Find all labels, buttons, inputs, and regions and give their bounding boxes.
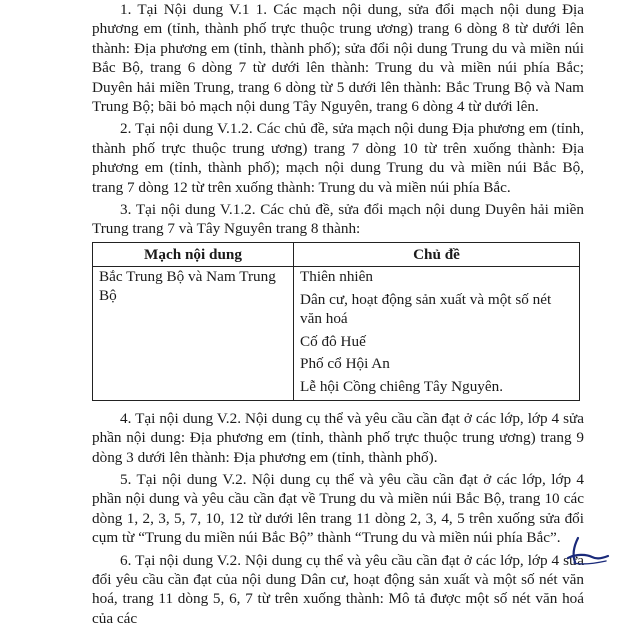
topic-item: Lễ hội Cồng chiêng Tây Nguyên. [300, 378, 504, 396]
paragraph-6: 6. Tại nội dung V.2. Nội dung cụ thể và yêu cầu cần đạt ở các lớp, lớp 4 sửa đổi yêu cầu cần đạt của nội dung Dân cư, hoạt động sản xuất và một số nét văn hoá, trang 11 dòng 5, 6, 7 từ trên xuống thành: Mô tả được một số nét văn hoá của các [92, 551, 584, 627]
initial-signature-mark [562, 532, 612, 568]
paragraph-3: 3. Tại nội dung V.1.2. Các chủ đề, sửa đổi mạch nội dung Duyên hải miền Trung trang 7 và Tây Nguyên trang 8 thành: [92, 201, 584, 238]
table-header-row [93, 242, 580, 266]
header-content: Mạch nội dung [93, 242, 294, 266]
header-topic: Chủ đề [294, 242, 580, 266]
table-row [93, 266, 580, 400]
document-page [92, 0, 584, 628]
paragraph-4: 4. Tại nội dung V.2. Nội dung cụ thể và yêu cầu cần đạt ở các lớp, lớp 4 sửa phần nội dung: Địa phương em (tỉnh, thành phố trực thuộc trung ương) trang 9 dòng 3 dưới lên thành: Địa phương em (tỉnh, thành phố). [92, 409, 584, 466]
topic-item: Dân cư, hoạt động sản xuất và một số nét văn hoá [300, 290, 552, 327]
topic-item: Cố đô Huế [300, 332, 366, 350]
cell-content: Bắc Trung Bộ và Nam Trung Bộ [93, 266, 294, 400]
paragraph-2: 2. Tại nội dung V.1.2. Các chủ đề, sửa mạch nội dung Địa phương em (tỉnh, thành phố trực thuộc trung ương) trang 7 dòng 10 từ trên xuống thành: Địa phương em (tỉnh, thành phố); mạch nội dung Trung du và miền núi Bắc Bộ, trang 7 dòng 12 từ trên xuống thành: Trung du và miền núi phía Bắc. [92, 120, 584, 196]
cell-topics [294, 266, 580, 400]
topic-item: Phố cổ Hội An [300, 355, 390, 373]
paragraph-1: 1. Tại Nội dung V.1 1. Các mạch nội dung, sửa đổi mạch nội dung Địa phương em (tỉnh, thành phố trực thuộc trung ương) trang 6 dòng 8 từ dưới lên thành: Địa phương em (tỉnh, thành phố); sửa đổi nội dung Trung du và miền núi Bắc Bộ, trang 6 dòng 7 từ dưới lên thành: Trung du và miền núi phía Bắc; Duyên hải miền Trung, trang 6 dòng từ 5 dưới lên thành: Bắc Trung Bộ và Nam Trung Bộ; bãi bỏ mạch nội dung Tây Nguyên, trang 6 dòng 4 từ dưới lên. [92, 1, 584, 116]
paragraph-5: 5. Tại nội dung V.2. Nội dung cụ thể và yêu cầu cần đạt ở các lớp, lớp 4 phần nội dung và yêu cầu cần đạt về Trung du và miền núi Bắc Bộ, trang 10 các dòng 1, 2, 3, 5, 7, 10, 12 từ dưới lên trang 11 dòng 2, 3, 4, 5 trên xuống sửa đổi cụm từ “Trung du miền núi Bắc Bộ” thành “Trung du và miền núi phía Bắc”. [92, 471, 584, 547]
content-table [92, 242, 580, 401]
topic-item: Thiên nhiên [300, 267, 373, 285]
